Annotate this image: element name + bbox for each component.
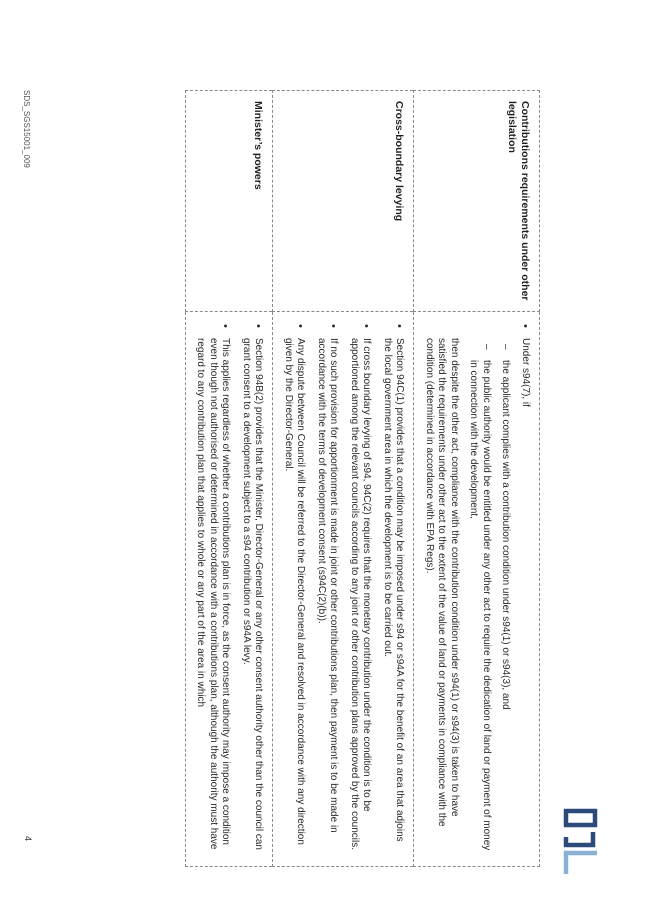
row-content [273, 312, 414, 867]
table-row [414, 91, 540, 867]
sub-list-item: – the public authority would be entitled under any other act to require the dedication of land or payment of money in connection with the development, [467, 360, 492, 856]
list-item: • This applies regardless of whether a contributions plan is in force, as the consent authority may impose a condition even though not authorised or determined in accordance with a contributions plan, although the authority must have regard to any contribution plan that applies to whole or any part of the area in which [194, 338, 232, 856]
row-content [414, 312, 540, 867]
list-item-text: Under s94(7), if [520, 338, 531, 407]
list-item: • If no such provision for apportionment is made in joint or other contributions plan, then payment is to be made in accordance with the terms of development consent (s94C(2)(b)). [315, 338, 340, 856]
row-label: Minister’s powers [186, 91, 274, 312]
list-item [423, 338, 532, 856]
table-row [186, 91, 274, 867]
table-row [273, 91, 414, 867]
company-logo [561, 808, 601, 878]
logo-mark-icon [566, 811, 597, 874]
list-item: • Section 94B(2) provides that the Minister, Director-General or any other consent authority other than the council can grant consent to a development subject to a s94 contribution or s94A levy. [240, 338, 265, 856]
row-label: Contributions requirements under other legislation [414, 91, 540, 312]
row-label: Cross-boundary levying [273, 91, 414, 312]
list-item: • If cross boundary levying of s94, 94C(2) requires that the monetary contribution under the condition is to be apportioned among the relevant councils according to any joint or other contribution plans approved by the councils. [348, 338, 373, 856]
document-id: SDS_SGS15001_009 [22, 90, 31, 168]
page-number: 4 [23, 836, 33, 842]
row-content [186, 312, 274, 867]
sub-list-item: – the applicant complies with a contribution condition under s94(1) or s94(3), and [499, 360, 512, 856]
list-item: • Any dispute between Council will be referred to the Director-General and resolved in accordance with any direction given by the Director-General. [282, 338, 307, 856]
continuation-text: then despite the other act, compliance with the contribution condition under s94(1) or s94(3) is taken to have satisfied the requirements under other act to the extent of the value of land or payments in compliance with the condition (determined in accordance with EPA Regs). [424, 338, 460, 827]
list-item: • Section 94C(1) provides that a condition may be imposed under s94 or s94A for the benefit of an area that adjoins the local government area in which the development is to be carried out. [381, 338, 406, 856]
contributions-table [185, 90, 540, 867]
